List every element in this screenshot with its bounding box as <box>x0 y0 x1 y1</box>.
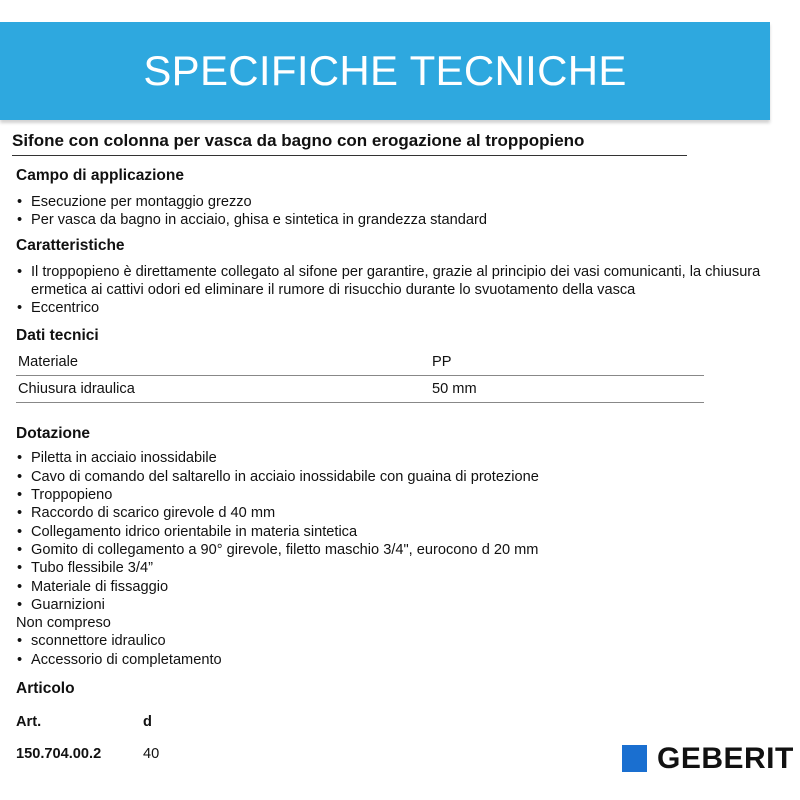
list-item: • Per vasca da bagno in acciaio, ghisa e sintetica in grandezza standard <box>16 211 800 229</box>
caratteristiche-heading: Caratteristiche <box>16 236 125 254</box>
dati-key: Materiale <box>18 354 79 371</box>
list-item: • Troppopieno <box>16 486 800 504</box>
caratteristiche-list <box>16 263 800 318</box>
list-item: • Collegamento idrico orientabile in materia sintetica <box>16 523 800 541</box>
dati-value: PP <box>432 354 452 371</box>
article-diameter: 40 <box>143 746 160 763</box>
list-item: • Guarnizioni <box>16 596 800 614</box>
table-row <box>16 376 704 403</box>
list-item: • sconnettore idraulico <box>16 632 800 650</box>
table-row <box>16 349 704 376</box>
list-item: • Esecuzione per montaggio grezzo <box>16 193 800 211</box>
list-item: • Piletta in acciaio inossidabile <box>16 449 800 467</box>
list-item: • Tubo flessibile 3/4” <box>16 559 800 577</box>
article-number: 150.704.00.2 <box>16 746 102 763</box>
spec-content <box>0 166 800 764</box>
list-item: • Gomito di collegamento a 90° girevole, filetto maschio 3/4", eurocono d 20 mm <box>16 541 800 559</box>
header-banner <box>0 22 770 120</box>
list-item: • Accessorio di completamento <box>16 651 800 669</box>
page-title: SPECIFICHE TECNICHE <box>143 47 627 94</box>
list-item: • Materiale di fissaggio <box>16 578 800 596</box>
dati-key: Chiusura idraulica <box>18 381 135 398</box>
articolo-heading: Articolo <box>16 680 75 698</box>
list-item: • Raccordo di scarico girevole d 40 mm <box>16 504 800 522</box>
campo-list <box>16 193 800 230</box>
product-subtitle: Sifone con colonna per vasca da bagno con erogazione al troppopieno <box>12 131 687 156</box>
geberit-logo <box>622 742 794 775</box>
logo-text: GEBERIT <box>657 742 794 775</box>
dotazione-list <box>16 449 800 614</box>
articolo-table-header <box>16 712 800 732</box>
list-item: • Cavo di comando del saltarello in acciaio inossidabile con guaina di protezione <box>16 468 800 486</box>
campo-heading: Campo di applicazione <box>16 167 184 184</box>
list-item: • Il troppopieno è direttamente collegato al sifone per garantire, grazie al principio dei vasi comunicanti, la chiusura ermetica ai cattivi odori ed eliminare il rumore di risucchio durante lo svuotamento della vasca <box>16 263 796 300</box>
col-art-header: Art. <box>16 714 42 731</box>
non-compreso-label: Non compreso <box>16 615 111 632</box>
dati-value: 50 mm <box>432 381 477 398</box>
dati-table <box>16 349 704 403</box>
logo-square-icon <box>622 745 647 772</box>
col-d-header: d <box>143 714 152 731</box>
list-item: • Eccentrico <box>16 299 800 317</box>
non-compreso-list <box>16 632 800 669</box>
dotazione-heading: Dotazione <box>16 425 91 443</box>
dati-heading: Dati tecnici <box>16 327 99 345</box>
